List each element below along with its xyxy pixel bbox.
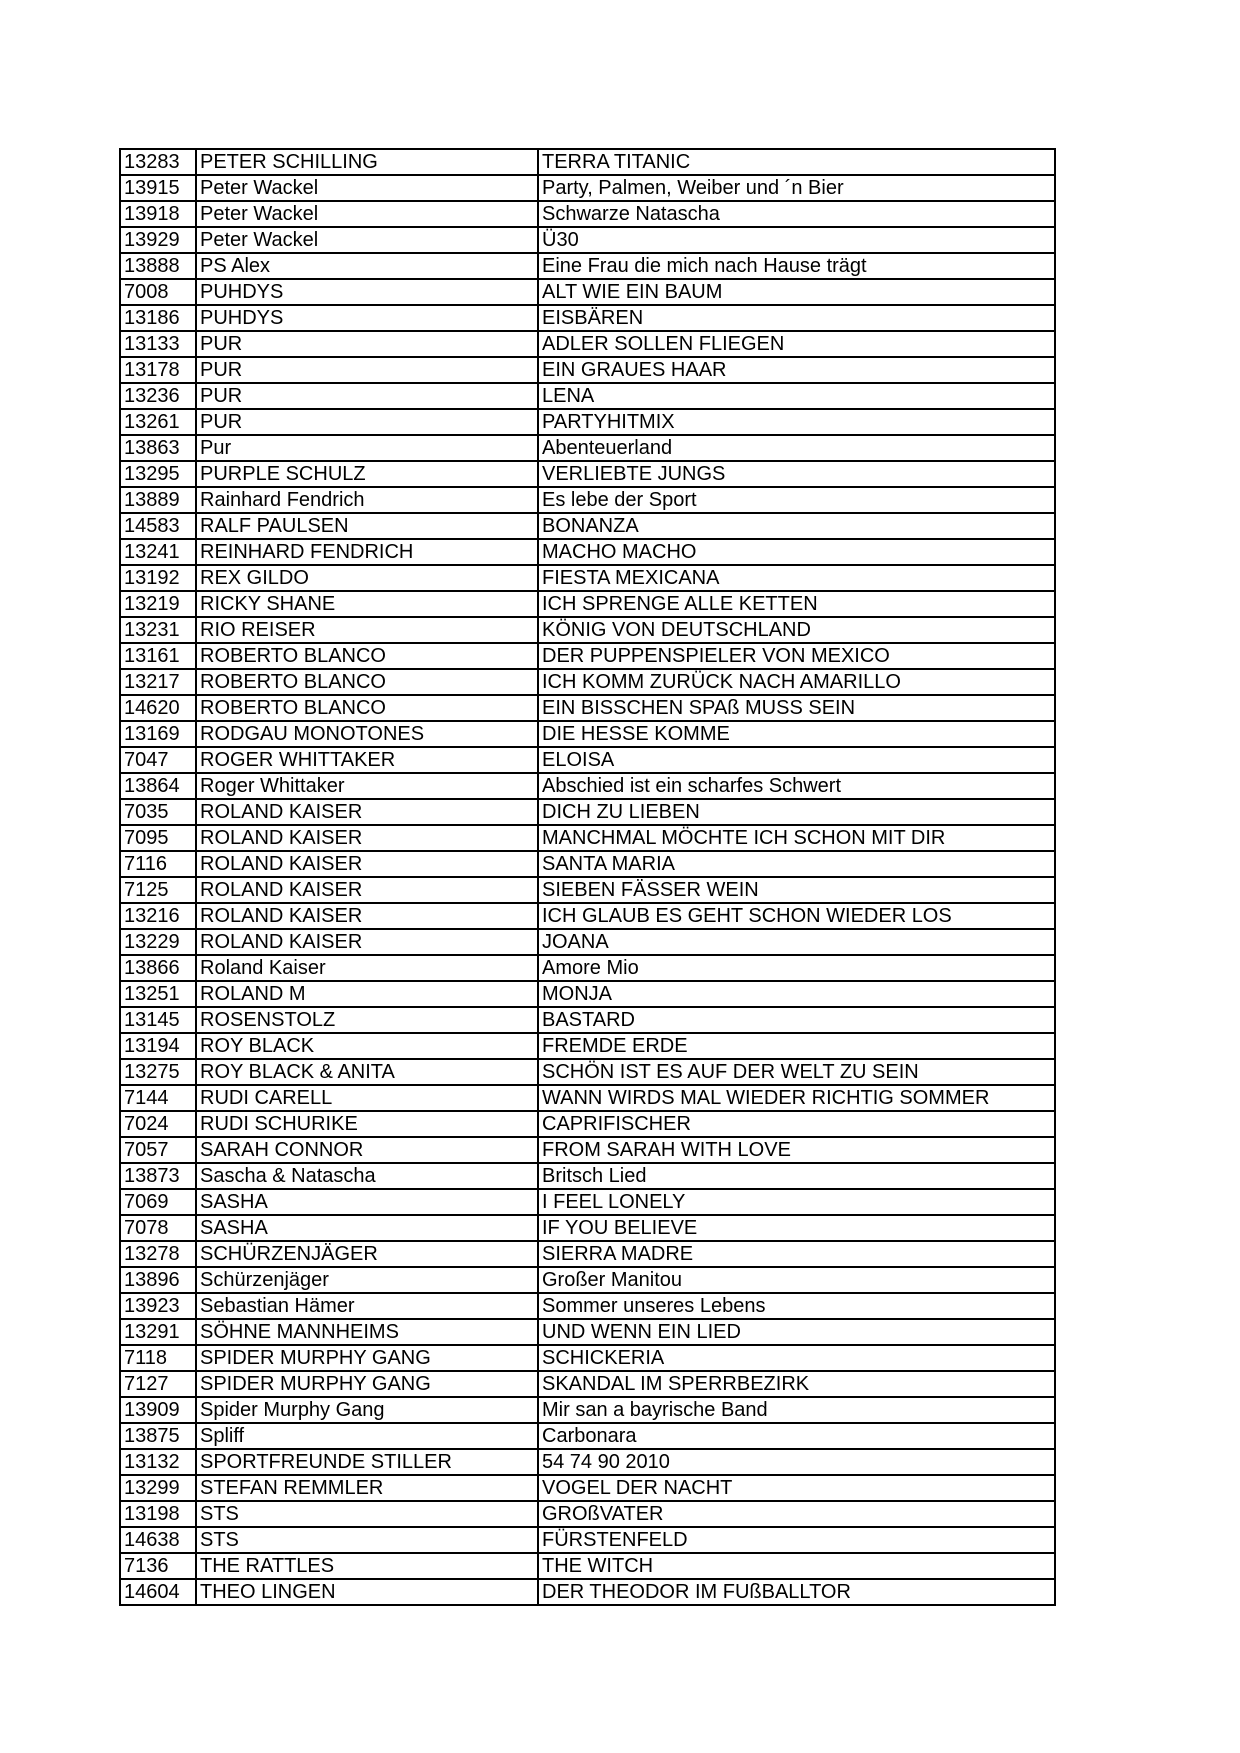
title-cell: Britsch Lied xyxy=(538,1163,1055,1189)
song-number-cell: 7069 xyxy=(120,1189,196,1215)
song-number-cell: 7095 xyxy=(120,825,196,851)
artist-cell: STS xyxy=(196,1527,538,1553)
artist-cell: PURPLE SCHULZ xyxy=(196,461,538,487)
artist-cell: ROLAND KAISER xyxy=(196,799,538,825)
table-row xyxy=(120,1059,1055,1085)
title-cell: ELOISA xyxy=(538,747,1055,773)
song-number-cell: 13915 xyxy=(120,175,196,201)
artist-cell: Peter Wackel xyxy=(196,175,538,201)
title-cell: Carbonara xyxy=(538,1423,1055,1449)
artist-cell: STS xyxy=(196,1501,538,1527)
table-row xyxy=(120,825,1055,851)
song-number-cell: 13145 xyxy=(120,1007,196,1033)
table-row xyxy=(120,461,1055,487)
artist-cell: SÖHNE MANNHEIMS xyxy=(196,1319,538,1345)
title-cell: ICH KOMM ZURÜCK NACH AMARILLO xyxy=(538,669,1055,695)
song-number-cell: 13198 xyxy=(120,1501,196,1527)
table-row xyxy=(120,1241,1055,1267)
song-number-cell: 13888 xyxy=(120,253,196,279)
table-row xyxy=(120,227,1055,253)
title-cell: EIN BISSCHEN SPAß MUSS SEIN xyxy=(538,695,1055,721)
song-number-cell: 7144 xyxy=(120,1085,196,1111)
title-cell: IF YOU BELIEVE xyxy=(538,1215,1055,1241)
artist-cell: PUR xyxy=(196,357,538,383)
song-number-cell: 13241 xyxy=(120,539,196,565)
table-row xyxy=(120,1111,1055,1137)
song-number-cell: 14638 xyxy=(120,1527,196,1553)
artist-cell: THEO LINGEN xyxy=(196,1579,538,1605)
title-cell: BONANZA xyxy=(538,513,1055,539)
title-cell: ICH GLAUB ES GEHT SCHON WIEDER LOS xyxy=(538,903,1055,929)
title-cell: Eine Frau die mich nach Hause trägt xyxy=(538,253,1055,279)
title-cell: PARTYHITMIX xyxy=(538,409,1055,435)
table-row xyxy=(120,1007,1055,1033)
title-cell: Amore Mio xyxy=(538,955,1055,981)
song-number-cell: 13219 xyxy=(120,591,196,617)
table-row xyxy=(120,1319,1055,1345)
artist-cell: ROLAND KAISER xyxy=(196,825,538,851)
title-cell: UND WENN EIN LIED xyxy=(538,1319,1055,1345)
song-number-cell: 13278 xyxy=(120,1241,196,1267)
artist-cell: Peter Wackel xyxy=(196,201,538,227)
title-cell: VOGEL DER NACHT xyxy=(538,1475,1055,1501)
title-cell: DIE HESSE KOMME xyxy=(538,721,1055,747)
table-row xyxy=(120,617,1055,643)
song-number-cell: 13216 xyxy=(120,903,196,929)
artist-cell: Peter Wackel xyxy=(196,227,538,253)
song-number-cell: 13929 xyxy=(120,227,196,253)
artist-cell: SPORTFREUNDE STILLER xyxy=(196,1449,538,1475)
artist-cell: ROLAND KAISER xyxy=(196,929,538,955)
title-cell: SANTA MARIA xyxy=(538,851,1055,877)
title-cell: DER PUPPENSPIELER VON MEXICO xyxy=(538,643,1055,669)
title-cell: Ü30 xyxy=(538,227,1055,253)
artist-cell: Rainhard Fendrich xyxy=(196,487,538,513)
song-number-cell: 13299 xyxy=(120,1475,196,1501)
title-cell: Abschied ist ein scharfes Schwert xyxy=(538,773,1055,799)
table-row xyxy=(120,1137,1055,1163)
title-cell: FREMDE ERDE xyxy=(538,1033,1055,1059)
table-row xyxy=(120,383,1055,409)
title-cell: FÜRSTENFELD xyxy=(538,1527,1055,1553)
song-number-cell: 13889 xyxy=(120,487,196,513)
table-row xyxy=(120,435,1055,461)
song-number-cell: 13923 xyxy=(120,1293,196,1319)
table-row xyxy=(120,669,1055,695)
artist-cell: PUR xyxy=(196,331,538,357)
title-cell: LENA xyxy=(538,383,1055,409)
table-row xyxy=(120,851,1055,877)
table-row xyxy=(120,1553,1055,1579)
song-number-cell: 13251 xyxy=(120,981,196,1007)
title-cell: TERRA TITANIC xyxy=(538,149,1055,175)
song-list-body xyxy=(120,149,1055,1605)
table-row xyxy=(120,799,1055,825)
song-number-cell: 14583 xyxy=(120,513,196,539)
title-cell: DICH ZU LIEBEN xyxy=(538,799,1055,825)
artist-cell: ROBERTO BLANCO xyxy=(196,643,538,669)
title-cell: SIEBEN FÄSSER WEIN xyxy=(538,877,1055,903)
song-number-cell: 13192 xyxy=(120,565,196,591)
table-row xyxy=(120,773,1055,799)
song-number-cell: 13283 xyxy=(120,149,196,175)
title-cell: 54 74 90 2010 xyxy=(538,1449,1055,1475)
title-cell: GROßVATER xyxy=(538,1501,1055,1527)
title-cell: WANN WIRDS MAL WIEDER RICHTIG SOMMER xyxy=(538,1085,1055,1111)
title-cell: MACHO MACHO xyxy=(538,539,1055,565)
table-row xyxy=(120,929,1055,955)
artist-cell: Sascha & Natascha xyxy=(196,1163,538,1189)
title-cell: CAPRIFISCHER xyxy=(538,1111,1055,1137)
artist-cell: ROSENSTOLZ xyxy=(196,1007,538,1033)
song-number-cell: 13236 xyxy=(120,383,196,409)
artist-cell: PUR xyxy=(196,383,538,409)
song-number-cell: 7136 xyxy=(120,1553,196,1579)
artist-cell: PS Alex xyxy=(196,253,538,279)
song-number-cell: 13918 xyxy=(120,201,196,227)
table-row xyxy=(120,1267,1055,1293)
artist-cell: SARAH CONNOR xyxy=(196,1137,538,1163)
artist-cell: ROLAND KAISER xyxy=(196,851,538,877)
song-number-cell: 13169 xyxy=(120,721,196,747)
title-cell: EISBÄREN xyxy=(538,305,1055,331)
title-cell: ICH SPRENGE ALLE KETTEN xyxy=(538,591,1055,617)
song-number-cell: 13231 xyxy=(120,617,196,643)
song-number-cell: 7125 xyxy=(120,877,196,903)
table-row xyxy=(120,331,1055,357)
artist-cell: Schürzenjäger xyxy=(196,1267,538,1293)
table-row xyxy=(120,903,1055,929)
title-cell: VERLIEBTE JUNGS xyxy=(538,461,1055,487)
song-number-cell: 13261 xyxy=(120,409,196,435)
artist-cell: Roger Whittaker xyxy=(196,773,538,799)
song-number-cell: 14620 xyxy=(120,695,196,721)
artist-cell: ROLAND KAISER xyxy=(196,877,538,903)
title-cell: MONJA xyxy=(538,981,1055,1007)
artist-cell: PUHDYS xyxy=(196,279,538,305)
song-number-cell: 13217 xyxy=(120,669,196,695)
song-number-cell: 7008 xyxy=(120,279,196,305)
artist-cell: Spliff xyxy=(196,1423,538,1449)
song-number-cell: 13875 xyxy=(120,1423,196,1449)
artist-cell: ROY BLACK & ANITA xyxy=(196,1059,538,1085)
artist-cell: RIO REISER xyxy=(196,617,538,643)
table-row xyxy=(120,409,1055,435)
song-number-cell: 7035 xyxy=(120,799,196,825)
song-number-cell: 13186 xyxy=(120,305,196,331)
table-row xyxy=(120,1527,1055,1553)
song-number-cell: 7047 xyxy=(120,747,196,773)
title-cell: I FEEL LONELY xyxy=(538,1189,1055,1215)
title-cell: SKANDAL IM SPERRBEZIRK xyxy=(538,1371,1055,1397)
title-cell: SCHÖN IST ES AUF DER WELT ZU SEIN xyxy=(538,1059,1055,1085)
table-row xyxy=(120,1033,1055,1059)
song-number-cell: 13178 xyxy=(120,357,196,383)
song-number-cell: 7118 xyxy=(120,1345,196,1371)
song-number-cell: 13291 xyxy=(120,1319,196,1345)
song-number-cell: 13194 xyxy=(120,1033,196,1059)
table-row xyxy=(120,539,1055,565)
table-row xyxy=(120,1163,1055,1189)
table-row xyxy=(120,565,1055,591)
artist-cell: ROLAND M xyxy=(196,981,538,1007)
table-row xyxy=(120,1371,1055,1397)
table-row xyxy=(120,253,1055,279)
table-row xyxy=(120,175,1055,201)
title-cell: Mir san a bayrische Band xyxy=(538,1397,1055,1423)
song-list-table xyxy=(119,148,1056,1606)
table-row xyxy=(120,201,1055,227)
table-row xyxy=(120,1423,1055,1449)
title-cell: FROM SARAH WITH LOVE xyxy=(538,1137,1055,1163)
title-cell: JOANA xyxy=(538,929,1055,955)
song-number-cell: 13275 xyxy=(120,1059,196,1085)
artist-cell: SASHA xyxy=(196,1215,538,1241)
song-number-cell: 7057 xyxy=(120,1137,196,1163)
artist-cell: Pur xyxy=(196,435,538,461)
title-cell: Party, Palmen, Weiber und ´n Bier xyxy=(538,175,1055,201)
song-number-cell: 13229 xyxy=(120,929,196,955)
artist-cell: RODGAU MONOTONES xyxy=(196,721,538,747)
table-row xyxy=(120,1085,1055,1111)
table-row xyxy=(120,1345,1055,1371)
table-row xyxy=(120,1293,1055,1319)
artist-cell: REINHARD FENDRICH xyxy=(196,539,538,565)
table-row xyxy=(120,1501,1055,1527)
title-cell: Abenteuerland xyxy=(538,435,1055,461)
artist-cell: ROBERTO BLANCO xyxy=(196,669,538,695)
title-cell: BASTARD xyxy=(538,1007,1055,1033)
artist-cell: RUDI SCHURIKE xyxy=(196,1111,538,1137)
song-number-cell: 7078 xyxy=(120,1215,196,1241)
table-row xyxy=(120,305,1055,331)
artist-cell: ROBERTO BLANCO xyxy=(196,695,538,721)
artist-cell: RICKY SHANE xyxy=(196,591,538,617)
title-cell: Schwarze Natascha xyxy=(538,201,1055,227)
title-cell: KÖNIG VON DEUTSCHLAND xyxy=(538,617,1055,643)
song-number-cell: 7116 xyxy=(120,851,196,877)
song-number-cell: 13909 xyxy=(120,1397,196,1423)
title-cell: ADLER SOLLEN FLIEGEN xyxy=(538,331,1055,357)
artist-cell: ROY BLACK xyxy=(196,1033,538,1059)
table-row xyxy=(120,1579,1055,1605)
table-row xyxy=(120,1475,1055,1501)
table-row xyxy=(120,487,1055,513)
artist-cell: RALF PAULSEN xyxy=(196,513,538,539)
song-number-cell: 13132 xyxy=(120,1449,196,1475)
song-number-cell: 13864 xyxy=(120,773,196,799)
table-row xyxy=(120,513,1055,539)
table-row xyxy=(120,1189,1055,1215)
title-cell: SCHICKERIA xyxy=(538,1345,1055,1371)
title-cell: DER THEODOR IM FUßBALLTOR xyxy=(538,1579,1055,1605)
title-cell: Großer Manitou xyxy=(538,1267,1055,1293)
artist-cell: SPIDER MURPHY GANG xyxy=(196,1345,538,1371)
table-row xyxy=(120,149,1055,175)
title-cell: Es lebe der Sport xyxy=(538,487,1055,513)
song-number-cell: 13295 xyxy=(120,461,196,487)
song-number-cell: 7127 xyxy=(120,1371,196,1397)
table-row xyxy=(120,747,1055,773)
artist-cell: ROGER WHITTAKER xyxy=(196,747,538,773)
artist-cell: Sebastian Hämer xyxy=(196,1293,538,1319)
song-number-cell: 13863 xyxy=(120,435,196,461)
artist-cell: Spider Murphy Gang xyxy=(196,1397,538,1423)
artist-cell: REX GILDO xyxy=(196,565,538,591)
artist-cell: PUR xyxy=(196,409,538,435)
title-cell: FIESTA MEXICANA xyxy=(538,565,1055,591)
artist-cell: THE RATTLES xyxy=(196,1553,538,1579)
title-cell: Sommer unseres Lebens xyxy=(538,1293,1055,1319)
artist-cell: PETER SCHILLING xyxy=(196,149,538,175)
song-number-cell: 13873 xyxy=(120,1163,196,1189)
table-row xyxy=(120,955,1055,981)
artist-cell: SCHÜRZENJÄGER xyxy=(196,1241,538,1267)
table-row xyxy=(120,1449,1055,1475)
title-cell: THE WITCH xyxy=(538,1553,1055,1579)
song-number-cell: 7024 xyxy=(120,1111,196,1137)
table-row xyxy=(120,721,1055,747)
title-cell: EIN GRAUES HAAR xyxy=(538,357,1055,383)
table-row xyxy=(120,279,1055,305)
title-cell: SIERRA MADRE xyxy=(538,1241,1055,1267)
artist-cell: ROLAND KAISER xyxy=(196,903,538,929)
song-number-cell: 13161 xyxy=(120,643,196,669)
artist-cell: STEFAN REMMLER xyxy=(196,1475,538,1501)
table-row xyxy=(120,643,1055,669)
title-cell: MANCHMAL MÖCHTE ICH SCHON MIT DIR xyxy=(538,825,1055,851)
table-row xyxy=(120,695,1055,721)
song-number-cell: 13896 xyxy=(120,1267,196,1293)
table-row xyxy=(120,877,1055,903)
table-row xyxy=(120,981,1055,1007)
table-row xyxy=(120,591,1055,617)
table-row xyxy=(120,1215,1055,1241)
title-cell: ALT WIE EIN BAUM xyxy=(538,279,1055,305)
artist-cell: SPIDER MURPHY GANG xyxy=(196,1371,538,1397)
artist-cell: Roland Kaiser xyxy=(196,955,538,981)
table-row xyxy=(120,1397,1055,1423)
artist-cell: SASHA xyxy=(196,1189,538,1215)
song-number-cell: 13133 xyxy=(120,331,196,357)
table-row xyxy=(120,357,1055,383)
artist-cell: PUHDYS xyxy=(196,305,538,331)
song-number-cell: 13866 xyxy=(120,955,196,981)
song-number-cell: 14604 xyxy=(120,1579,196,1605)
artist-cell: RUDI CARELL xyxy=(196,1085,538,1111)
